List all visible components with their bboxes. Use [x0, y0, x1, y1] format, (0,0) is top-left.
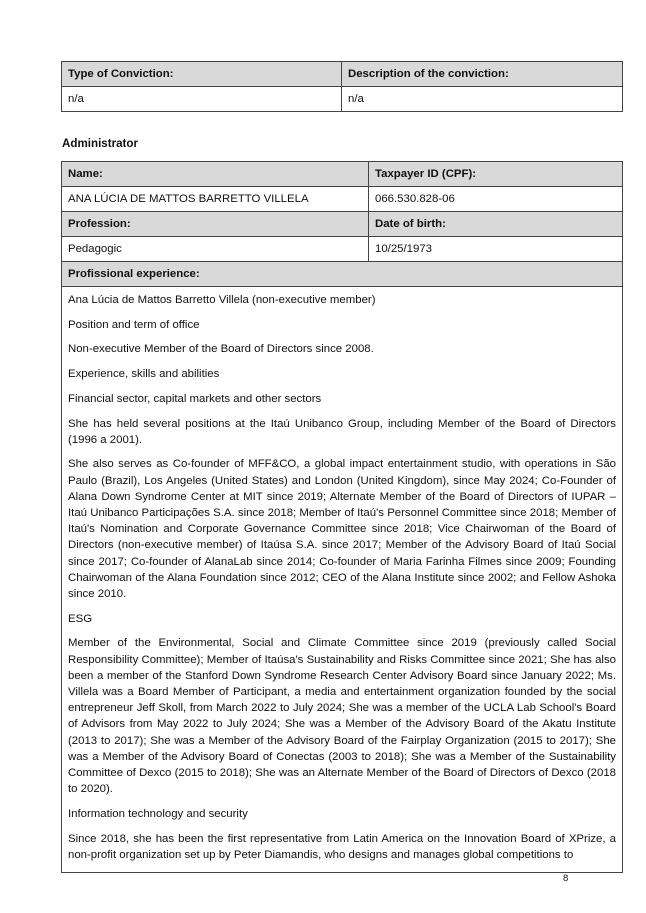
- conviction-header-row: [62, 62, 623, 87]
- experience-paragraph: Position and term of office: [68, 318, 200, 331]
- profession-value: Pedagogic: [62, 237, 369, 262]
- taxpayer-value: 066.530.828-06: [369, 187, 623, 212]
- admin-value-row: [62, 187, 623, 212]
- conviction-description-header: Description of the conviction:: [342, 62, 623, 87]
- experience-paragraph: She also serves as Co-founder of MFF&CO, a global impact entertainment studio, with operations in São Paulo (Brazil), Los Angeles (United States) and London (United Kingdom), since May 2024; Co-Founder of Alana Down Syndrome Center at MIT since 2019; Alternate Member of the Board of Directors of IUPAR – Itaú Unibanco Participações S.A. since 2018; Member of Itaú's Personnel Committee since 2018; Member of Itaú's Nomination and Corporate Governance Committee since 2018; Vice Chairwoman of the Board of Directors (non-executive member) of Itaúsa S.A. since 2017; Member of the Advisory Board of Itaú Social since 2017; Co-founder of AlanaLab since 2014; Co-founder of Maria Farinha Filmes since 2009; Founding Chairwoman of the Alana Foundation since 2012; CEO of the Alana Institute since 2002; and Fellow Ashoka since 2010.: [68, 458, 616, 601]
- conviction-table: [61, 61, 623, 112]
- experience-paragraph: Since 2018, she has been the first representative from Latin America on the Innovation Board of XPrize, a non-profit organization set up by Peter Diamandis, who designs and manages global competitions to: [68, 832, 616, 861]
- experience-cell: [62, 287, 623, 873]
- taxpayer-label: Taxpayer ID (CPF):: [369, 162, 623, 187]
- conviction-description-value: n/a: [342, 87, 623, 112]
- administrator-table: [61, 161, 623, 873]
- conviction-type-header: Type of Conviction:: [62, 62, 342, 87]
- experience-paragraph: She has held several positions at the Itaú Unibanco Group, including Member of the Board of Directors (1996 a 2001).: [68, 417, 616, 446]
- conviction-type-value: n/a: [62, 87, 342, 112]
- experience-paragraph: Member of the Environmental, Social and Climate Committee since 2019 (previously called Social Responsibility Committee); Member of Itaúsa's Sustainability and Risks Committee since 2021; She has also been a member of the Stanford Down Syndrome Research Center Advisory Board since January 2022; Ms. Villela was a Board Member of Participant, a media and entertainment organization founded by the social entrepreneur Jeff Skoll, from March 2022 to July 2024; She was a member of the UCLA Lab School's Board of Advisors from May 2022 to July 2024; She was a Member of the Advisory Board of the Akatu Institute (2013 to 2017); She was a Member of the Advisory Board of the Fairplay Organization (2015 to 2017); She was a Member of the Advisory Board of Conectas (2003 to 2018); She was a Member of the Sustainability Committee of Dexco (2015 to 2018); She was an Alternate Member of the Board of Directors of Dexco (2018 to 2020).: [68, 637, 616, 796]
- experience-label: Profissional experience:: [62, 262, 623, 287]
- name-value: ANA LÚCIA DE MATTOS BARRETTO VILLELA: [62, 187, 369, 212]
- page-number: 8: [563, 873, 569, 884]
- dob-value: 10/25/1973: [369, 237, 623, 262]
- experience-row: [62, 287, 623, 873]
- profession-header-row: [62, 212, 623, 237]
- experience-paragraph: Financial sector, capital markets and other sectors: [68, 392, 322, 405]
- experience-header-row: [62, 262, 623, 287]
- profession-value-row: [62, 237, 623, 262]
- experience-paragraph: Non-executive Member of the Board of Directors since 2008.: [68, 343, 374, 356]
- section-title: Administrator: [62, 137, 139, 150]
- name-label: Name:: [62, 162, 369, 187]
- admin-header-row: [62, 162, 623, 187]
- conviction-value-row: [62, 87, 623, 112]
- dob-label: Date of birth:: [369, 212, 623, 237]
- experience-paragraph: Experience, skills and abilities: [68, 368, 220, 381]
- experience-paragraph: ESG: [68, 612, 93, 625]
- experience-paragraph: Information technology and security: [68, 807, 248, 820]
- profession-label: Profession:: [62, 212, 369, 237]
- experience-paragraph: Ana Lúcia de Mattos Barretto Villela (non-executive member): [68, 294, 376, 306]
